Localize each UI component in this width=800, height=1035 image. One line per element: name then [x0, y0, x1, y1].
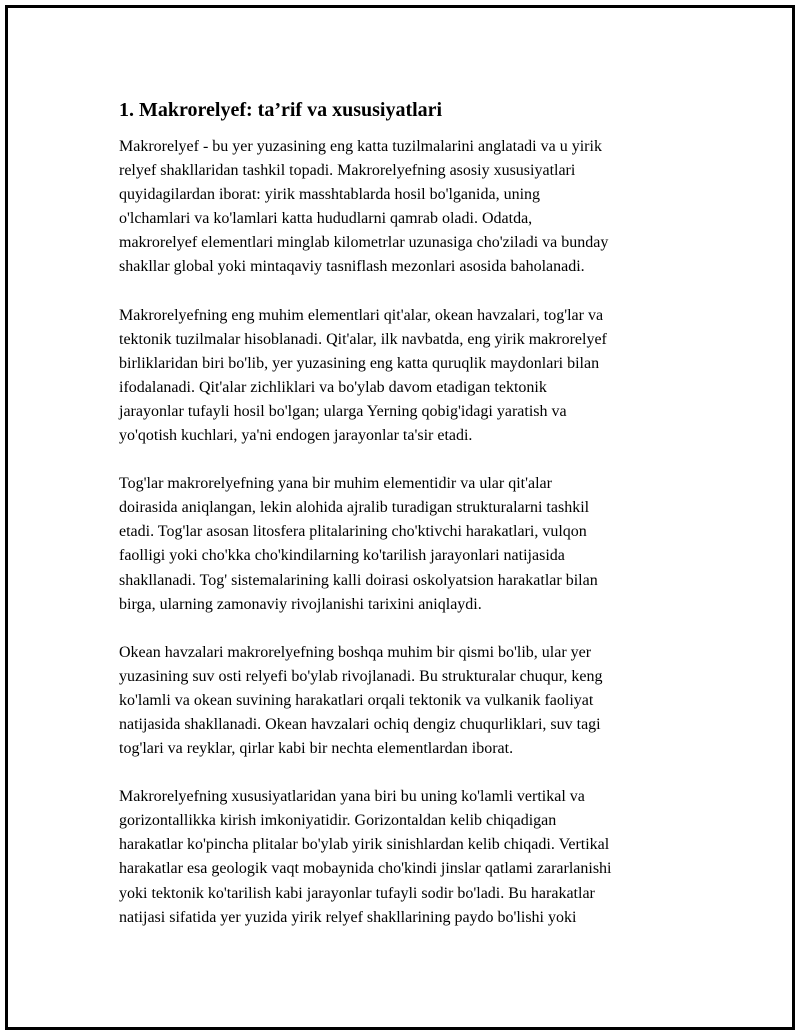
- paragraph-line: relyef shakllaridan tashkil topadi. Makrorelyefning asosiy xususiyatlari: [119, 162, 576, 180]
- paragraph-line: quyidagilardan iborat: yirik masshtablarda hosil bo'lganida, uning: [119, 186, 541, 204]
- paragraph: [119, 785, 694, 930]
- paragraph: [119, 135, 694, 280]
- paragraph-line: gorizontallikka kirish imkoniyatidir. Gorizontaldan kelib chiqadigan: [119, 812, 557, 830]
- paragraph-line: doirasida aniqlangan, lekin alohida ajralib turadigan strukturalarni tashkil: [119, 499, 590, 517]
- paragraph-line: faolligi yoki cho'kka cho'kindilarning ko'tarilish jarayonlari natijasida: [119, 547, 565, 565]
- paragraph-line: yuzasining suv osti relyefi bo'ylab rivojlanadi. Bu strukturalar chuqur, keng: [119, 667, 603, 685]
- document-page: [5, 5, 795, 1030]
- paragraph-line: ko'lamli va okean suvining harakatlari orqali tektonik va vulkanik faoliyat: [119, 691, 594, 709]
- paragraph-line: birliklaridan biri bo'lib, yer yuzasining eng katta quruqlik maydonlari bilan: [119, 354, 600, 372]
- paragraph-line: yoki tektonik ko'tarilish kabi jarayonlar tufayli sodir bo'ladi. Bu harakatlar: [119, 884, 595, 902]
- paragraph-line: Makrorelyefning xususiyatlaridan yana biri bu uning ko'lamli vertikal va: [119, 788, 585, 806]
- paragraph-line: makrorelyef elementlari minglab kilometrlar uzunasiga cho'ziladi va bunday: [119, 234, 609, 252]
- paragraph-line: natijasida shakllanadi. Okean havzalari ochiq dengiz chuqurliklari, suv tagi: [119, 715, 601, 733]
- paragraph-line: jarayonlar tufayli hosil bo'lgan; ularga Yerning qobig'idagi yaratish va: [119, 402, 567, 420]
- paragraph-line: tog'lari va reyklar, qirlar kabi bir nechta elementlardan iborat.: [119, 740, 514, 758]
- paragraph-line: Makrorelyefning eng muhim elementlari qit'alar, okean havzalari, tog'lar va: [119, 306, 604, 324]
- paragraph-line: Okean havzalari makrorelyefning boshqa muhim bir qismi bo'lib, ular yer: [119, 643, 592, 661]
- paragraph: [119, 641, 694, 761]
- paragraph-line: etadi. Tog'lar asosan litosfera plitalarining cho'ktivchi harakatlari, vulqon: [119, 523, 587, 541]
- paragraph-line: harakatlar ko'pincha plitalar bo'ylab yirik sinishlardan kelib chiqadi. Vertikal: [119, 836, 610, 854]
- paragraphs-container: [119, 135, 694, 930]
- paragraph-line: tektonik tuzilmalar hisoblanadi. Qit'alar, ilk navbatda, eng yirik makrorelyef: [119, 330, 607, 348]
- paragraph-line: shakllanadi. Tog' sistemalarining kalli doirasi oskolyatsion harakatlar bilan: [119, 571, 598, 589]
- section-heading: 1. Makrorelyef: ta’rif va xususiyatlari: [119, 99, 443, 121]
- paragraph-line: harakatlar esa geologik vaqt mobaynida cho'kindi jinslar qatlami zararlanishi: [119, 860, 612, 878]
- paragraph-line: yo'qotish kuchlari, ya'ni endogen jarayonlar ta'sir etadi.: [119, 427, 473, 445]
- paragraph: [119, 472, 694, 617]
- paragraph: [119, 304, 694, 449]
- paragraph-line: ifodalanadi. Qit'alar zichliklari va bo'ylab davom etadigan tektonik: [119, 378, 547, 396]
- paragraph-line: Makrorelyef - bu yer yuzasining eng katta tuzilmalarini anglatadi va u yirik: [119, 138, 602, 155]
- document-content: [119, 97, 694, 954]
- paragraph-line: natijasi sifatida yer yuzida yirik relyef shakllarining paydo bo'lishi yoki: [119, 908, 577, 926]
- paragraph-line: birga, ularning zamonaviy rivojlanishi tarixini aniqlaydi.: [119, 595, 482, 613]
- paragraph-line: o'lchamlari va ko'lamlari katta hududlarni qamrab oladi. Odatda,: [119, 210, 533, 228]
- paragraph-line: Tog'lar makrorelyefning yana bir muhim elementidir va ular qit'alar: [119, 475, 552, 493]
- paragraph-line: shakllar global yoki mintaqaviy tasniflash mezonlari asosida baholanadi.: [119, 258, 585, 276]
